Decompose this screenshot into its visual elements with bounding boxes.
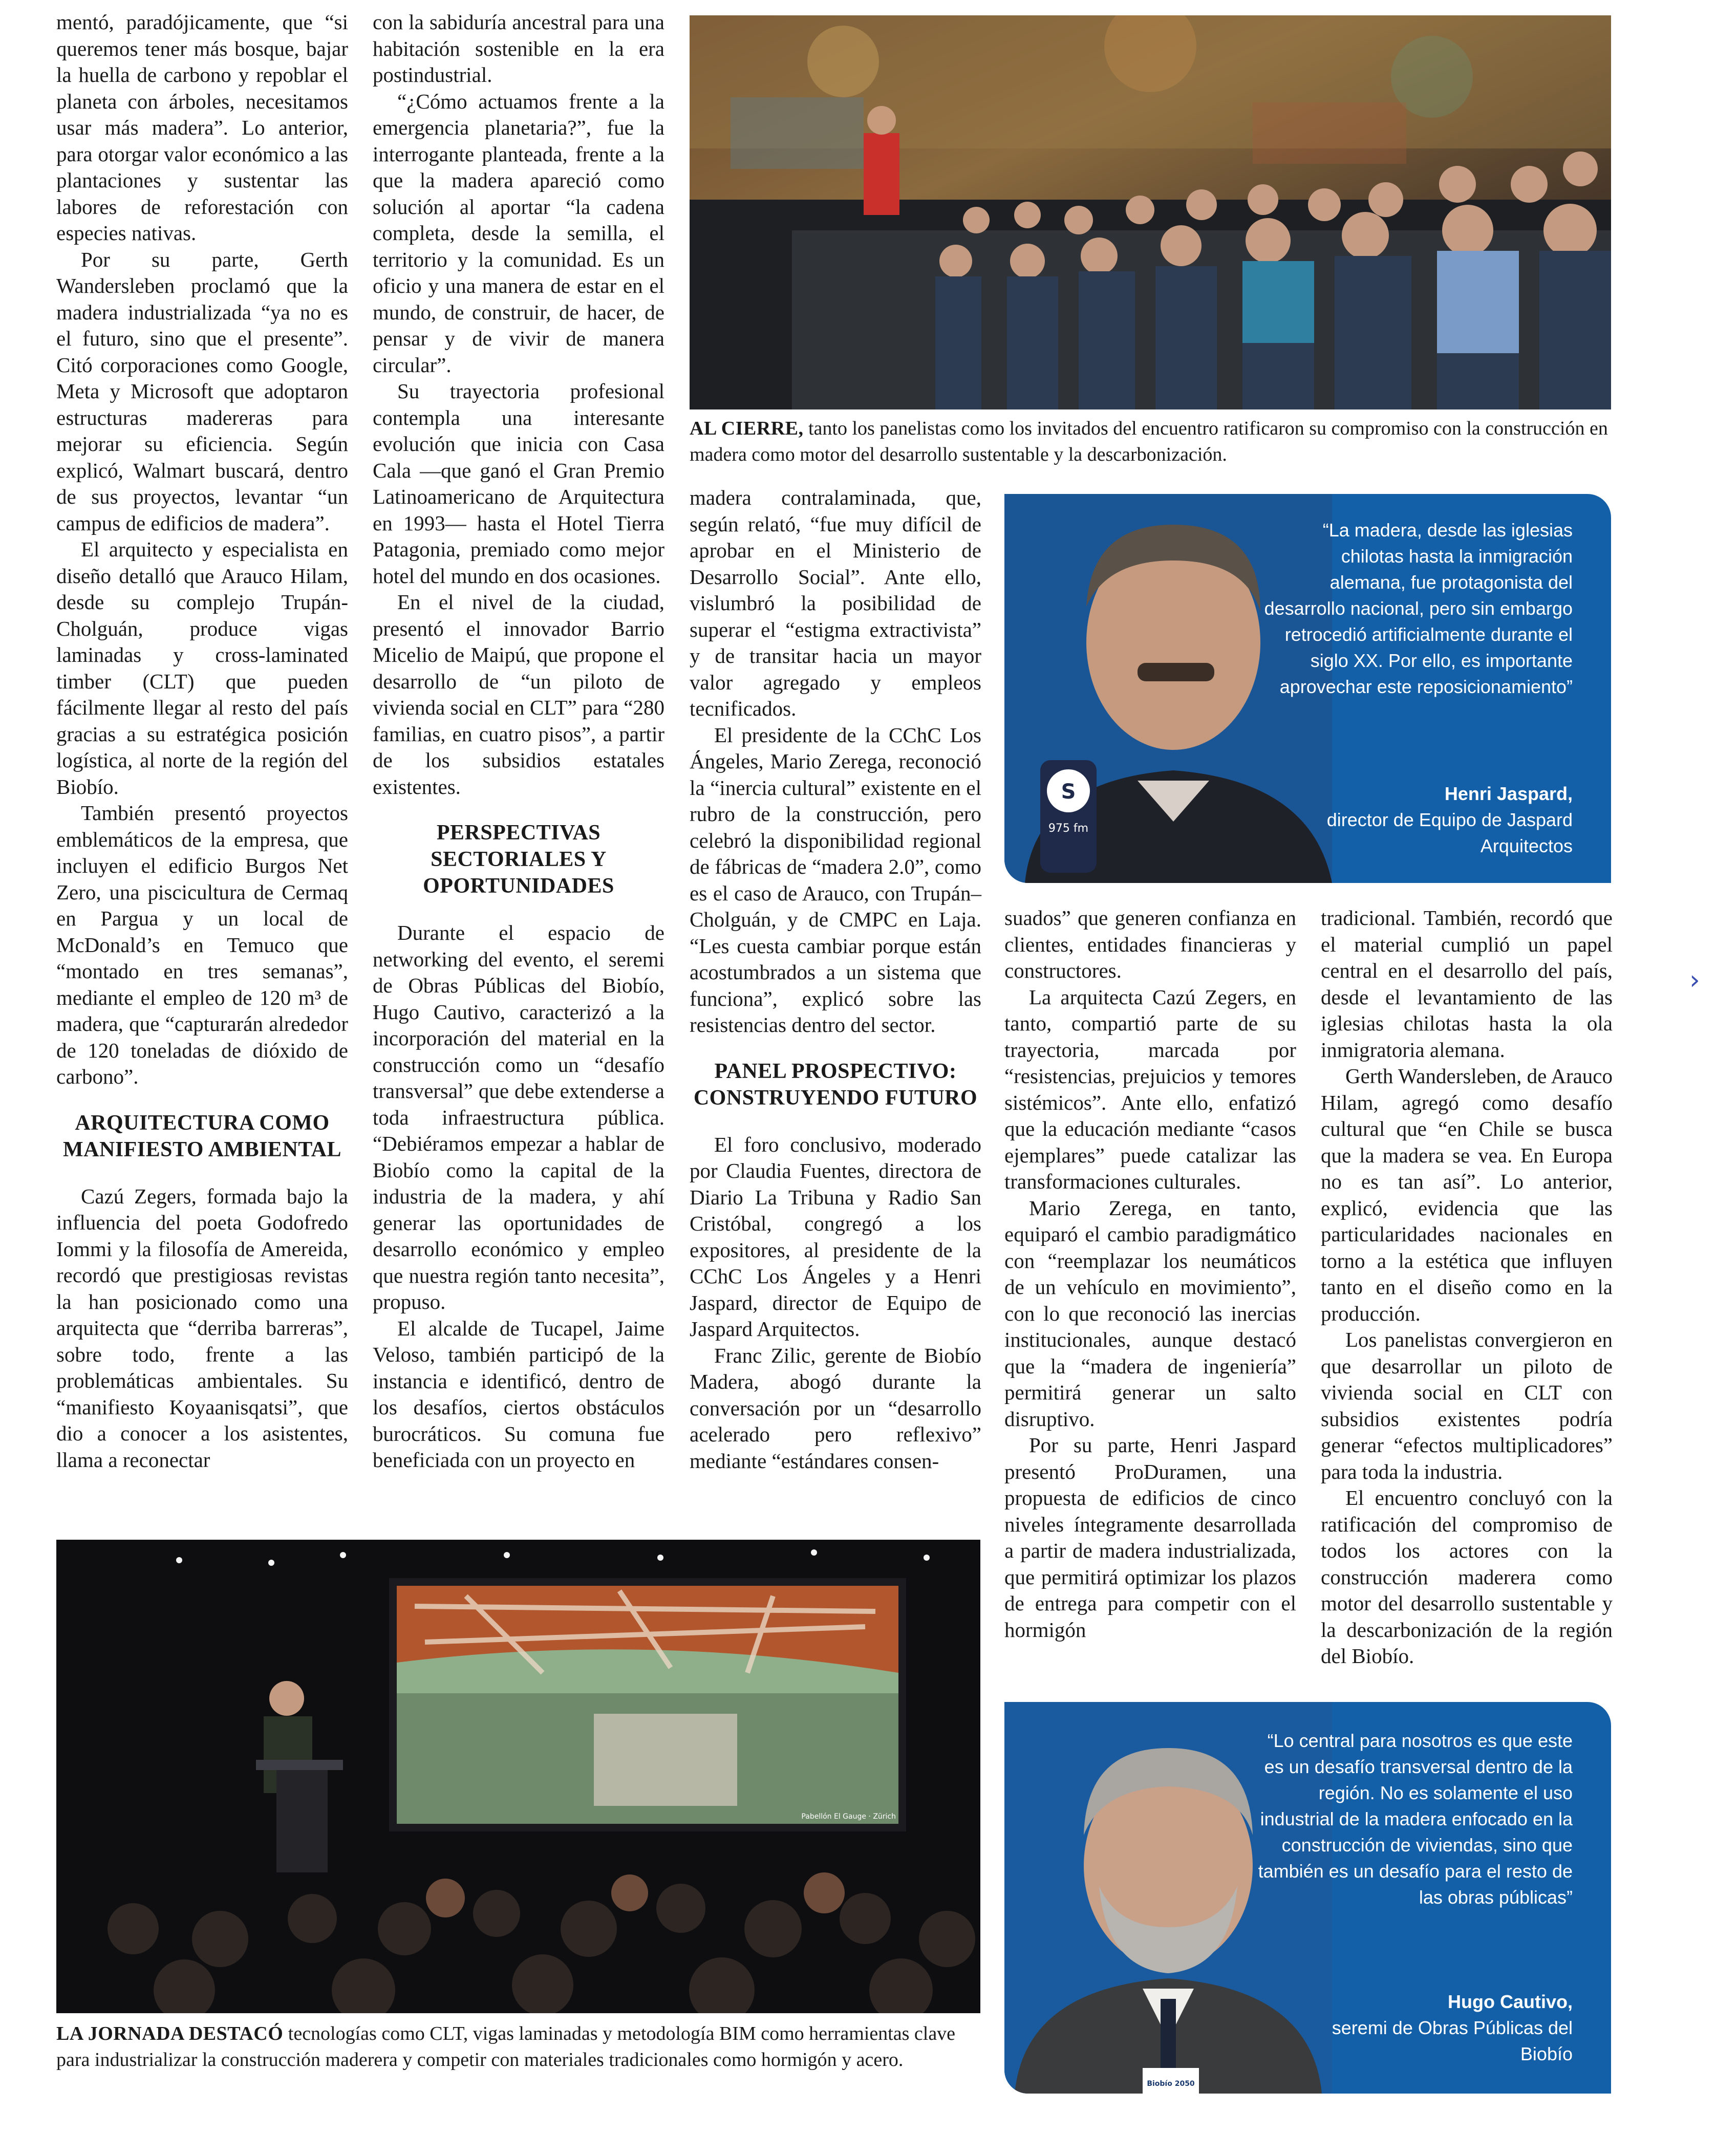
section-heading: PANEL PROSPECTIVO: CONSTRUYENDO FUTURO [693,1059,978,1110]
quote-role: seremi de Obras Públicas del Biobío [1332,2017,1573,2064]
caption-text: tecnologías como CLT, vigas laminadas y metodología BIM como herramientas clave para industrializar la construcción maderera y competir con materiales tradicionales como hormigón y acero. [56,2023,956,2071]
quote-name: Hugo Cautivo, [1448,1991,1573,2012]
paragraph: Los panelistas convergieron en que desarrollar un piloto de vivienda social en CLT con subsidios existentes podría generar “efectos multiplicadores” para toda la industria. [1321,1328,1613,1483]
paragraph: suados” que generen confianza en clientes, entidades financieras y constructores. [1004,906,1296,982]
paragraph: El arquitecto y especialista en diseño detalló que Arauco Hilam, desde su complejo Trupán-Cholguán, produce vigas laminadas y cross-laminated timber (CLT) que pueden fácilmente llegar al resto del país gracias a su estratégica posición logística, al norte de la región del Biobío. [56,537,348,799]
paragraph: Por su parte, Henri Jaspard presentó ProDuramen, una propuesta de edificios de cinco niveles íntegramente desarrollada a partir de madera industrializada, que permitirá optimizar los plazos de entrega para competir con el hormigón [1004,1433,1296,1642]
quote-attribution [1312,1989,1573,2067]
paragraph: Franc Zilic, gerente de Biobío Madera, abogó durante la conversación por un “desarrollo acelerado pero reflexivo” mediante “estándares consen- [690,1343,981,1473]
audience-photo [690,15,1611,409]
paragraph: Gerth Wandersleben, de Arauco Hilam, agregó como desafío cultural que “en Chile se busca que la madera se vea. En Europa no es tan así”. Lo anterior, explicó, evidencia que las particularidades nacionales en torno a la estética que influyen tanto en el diseño como en la producción. [1321,1064,1613,1325]
presentation-photo [56,1540,980,2013]
paragraph: Por su parte, Gerth Wandersleben proclamó que la madera industrializada “ya no es el futuro, sino que el presente”. Citó corporaciones como Google, Meta y Microsoft que adoptaron estructuras madereras para mejorar su eficiencia. Según explicó, Walmart buscará, dentro de sus proyectos, levantar “un campus de edificios de madera”. [56,247,348,535]
mic-label: 975 fm [1048,822,1089,835]
article-column-2 [373,9,664,1474]
paragraph: Durante el espacio de networking del evento, el seremi de Obras Públicas del Biobío, Hugo Cautivo, caracterizó a la incorporación del material en la construcción como un “desafío transversal” que debe extenderse a toda infraestructura pública. “Debiéramos empezar a hablar de Biobío como la capital de la industria de la madera, y ahí generar las oportunidades de desarrollo económico y empleo que nuestra región tanto necesita”, propuso. [373,921,664,1313]
quote-role: director de Equipo de Jaspard Arquitectos [1326,809,1573,856]
chevron-right-icon[interactable]: › [1689,965,1700,996]
paragraph: con la sabiduría ancestral para una habitación sostenible en la era postindustrial. [373,10,664,87]
quote-name: Henri Jaspard, [1444,783,1573,804]
paragraph: Mario Zerega, en tanto, equiparó el cambio paradigmático con “reemplazar los neumáticos de un vehículo en movimiento”, con lo que reconoció las inercias institucionales, aunque destacó que la “madera de ingeniería” permitirá generar un salto disruptivo. [1004,1196,1296,1431]
paragraph: La arquitecta Cazú Zegers, en tanto, compartió parte de su trayectoria, marcada por “resistencias, prejuicios y temores sistémicos”. Ante ello, enfatizó que la educación mediante “casos ejemplares” puede catalizar las transformaciones culturales. [1004,985,1296,1193]
caption-lead: AL CIERRE, [690,418,804,439]
quote-box-cautivo [1004,1702,1611,2094]
paragraph: En el nivel de la ciudad, presentó el innovador Barrio Micelio de Maipú, que propone el desarrollo de “un piloto de vivienda social en CLT” para “280 familias, en cuatro pisos”, a partir de los subsidios estatales existentes. [373,590,664,799]
svg-text:S: S [1061,780,1076,804]
paragraph: Su trayectoria profesional contempla una interesante evolución que inicia con Casa Cala —que ganó el Gran Premio Latinoamericano de Arquitectura en 1993— hasta el Hotel Tierra Patagonia, premiado como mejor hotel del mundo en dos ocasiones. [373,379,664,588]
photo-caption [56,2021,980,2073]
article-column-1 [56,9,348,1473]
quote-text: “La madera, desde las iglesias chilotas hasta la inmigración alemana, fue protagonista del desarrollo nacional, pero sin embargo retrocedió artificialmente durante el siglo XX. Por ello, es importante aprovechar este reposicionamiento” [1264,520,1573,697]
caption-lead: LA JORNADA DESTACÓ [56,2023,284,2044]
article-column-5 [1321,905,1613,1670]
quote-box-jaspard [1004,494,1611,883]
caption-text: tanto los panelistas como los invitados del encuentro ratificaron su compromiso con la construcción en madera como motor del desarrollo sustentable y la descarbonización. [690,418,1608,465]
section-heading: PERSPECTIVAS SECTORIALES Y OPORTUNIDADES [423,821,614,898]
paragraph: El foro conclusivo, moderado por Claudia Fuentes, directora de Diario La Tribuna y Radio San Cristóbal, congregó a los expositores, al presidente de la CChC Los Ángeles y a Henri Jaspard, director de Equipo de Jaspard Arquitectos. [690,1132,981,1341]
badge-label: Biobío 2050 [1147,2080,1195,2088]
paragraph: El presidente de la CChC Los Ángeles, Mario Zerega, reconoció la “inercia cultural” existente en el rubro de la construcción, pero celebró la disponibilidad regional de fábricas de “madera 2.0”, como es el caso de Arauco, con Trupán–Cholguán, y de CMPC en Laja. “Les cuesta cambiar porque están acostumbrados a un sistema que funciona”, explicó sobre las resistencias dentro del sector. [690,723,981,1037]
paragraph: tradicional. También, recordó que el material cumplió un papel central en el desarrollo del país, desde el levantamiento de las iglesias chilotas hasta la ola inmigratoria alemana. [1321,906,1613,1062]
section-heading: ARQUITECTURA COMO MANIFIESTO AMBIENTAL [62,1111,342,1161]
quote-text: “Lo central para nosotros es que este es un desafío transversal dentro de la región. No es solamente el uso industrial de la madera enfocado en la construcción de viviendas, sino que también es un desafío para el resto de las obras públicas” [1258,1730,1573,1908]
quote-attribution [1312,781,1573,859]
paragraph: mentó, paradójicamente, que “si queremos tener más bosque, bajar la huella de carbono y repoblar el planeta con árboles, necesitamos usar más madera”. Lo anterior, para otorgar valor económico a las plantaciones y sustentar las labores de reforestación con especies nativas. [56,10,348,245]
paragraph: El alcalde de Tucapel, Jaime Veloso, también participó de la instancia e identificó, dentro de los desafíos, ciertos obstáculos burocráticos. Su comuna fue beneficiada con un proyecto en [373,1316,664,1472]
paragraph: El encuentro concluyó con la ratificación del compromiso de todos los actores con la construcción maderera como motor del desarrollo sustentable y la descarbonización de la región del Biobío. [1321,1486,1613,1668]
screen-label: Pabellón El Gauge · Zürich [801,1813,896,1821]
paragraph: madera contralaminada, que, según relató, “fue muy difícil de aprobar en el Ministerio de Desarrollo Social”. Ante ello, vislumbró la posibilidad de superar el “estigma extractivista” y de transitar hacia un mayor valor agregado y empleos tecnificados. [690,486,981,720]
paragraph: “¿Cómo actuamos frente a la emergencia planetaria?”, fue la interrogante planteada, frente a la que la madera apareció como solución al aportar “la cadena completa, desde la semilla, el territorio y la comunidad. Es un oficio y una manera de estar en el mundo, de construir, de hacer, de pensar y de vivir de manera circular”. [373,89,664,377]
article-column-4 [1004,905,1296,1643]
article-column-3 [690,485,981,1474]
paragraph: Cazú Zegers, formada bajo la influencia del poeta Godofredo Iommi y la filosofía de Amereida, recordó que prestigiosas revistas la han posicionado como una arquitecta que “derriba barreras”, sobre todo, frente a las problemáticas ambientales. Su “manifiesto Koyaanisqatsi”, que dio a conocer a los asistentes, llama a reconectar [56,1184,348,1472]
photo-caption [690,416,1611,468]
paragraph: También presentó proyectos emblemáticos de la empresa, que incluyen el edificio Burgos Net Zero, una piscicultura de Cermaq en Pargua y un local de McDonald’s en Temuco que “montado en tres semanas”, mediante el empleo de 120 m³ de madera, que “capturarán alrededor de 120 toneladas de dióxido de carbono”. [56,801,348,1088]
